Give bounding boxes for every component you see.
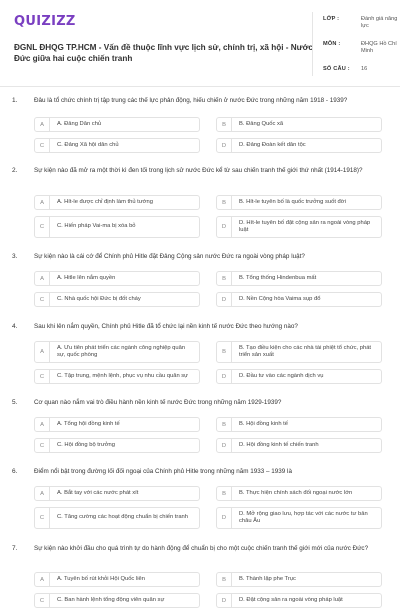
answer-option[interactable] xyxy=(34,195,200,210)
answer-option[interactable] xyxy=(34,138,200,153)
meta-count-value: 16 xyxy=(361,66,368,72)
option-letter: B xyxy=(217,573,232,586)
option-letter: B xyxy=(217,487,232,500)
option-text: B. Tổng thống Hindenbua mất xyxy=(239,274,317,281)
header-divider xyxy=(0,86,400,87)
answer-option[interactable] xyxy=(216,507,382,529)
answer-option[interactable] xyxy=(34,216,200,238)
option-letter: C xyxy=(35,217,50,237)
option-text: C. Ban hành lệnh tổng động viên quân sự xyxy=(57,596,165,603)
question-number: 6. xyxy=(12,468,18,475)
question-number: 1. xyxy=(12,97,18,104)
answer-option[interactable] xyxy=(216,138,382,153)
answer-option[interactable] xyxy=(34,292,200,307)
option-text: D. Nền Cộng hòa Vaima sụp đổ xyxy=(239,295,321,302)
answer-option[interactable] xyxy=(216,341,382,363)
meta-subject-value: ĐHQG Hồ Chí Minh xyxy=(361,41,397,54)
option-letter: D xyxy=(217,293,232,306)
meta-subject-row xyxy=(323,41,397,54)
option-letter: A xyxy=(35,342,50,362)
option-text: D. Đảng Đoàn kết dân tộc xyxy=(239,141,306,148)
option-text: A. Hitle lên nắm quyền xyxy=(57,274,116,281)
answer-option[interactable] xyxy=(216,271,382,286)
option-text: B. Hít-le tuyên bố là quốc trưởng suốt đời xyxy=(239,198,346,205)
question-number: 3. xyxy=(12,253,18,260)
question-text: Sự kiện nào đã mở ra một thời kì đen tối trong lịch sử nước Đức kể từ sau chiến tranh thế giới thứ nhất (1914-1918)? xyxy=(34,167,363,174)
option-text: C. Tập trung, mệnh lệnh, phục vụ nhu cầu quân sự xyxy=(57,372,189,379)
option-letter: B xyxy=(217,272,232,285)
answer-option[interactable] xyxy=(34,486,200,501)
question-text: Điểm nổi bật trong đường lối đối ngoại của Chính phủ Hitle trong những năm 1933 – 1939 là xyxy=(34,468,292,475)
meta-panel xyxy=(312,12,400,76)
option-letter: B xyxy=(217,418,232,431)
option-text: A. Tuyên bố rút khỏi Hội Quốc liên xyxy=(57,575,145,582)
answer-option[interactable] xyxy=(216,216,382,238)
option-letter: D xyxy=(217,370,232,383)
option-letter: D xyxy=(217,439,232,452)
option-letter: D xyxy=(217,594,232,607)
answer-option[interactable] xyxy=(34,507,200,529)
meta-class-row xyxy=(323,16,398,29)
answer-option[interactable] xyxy=(216,572,382,587)
option-letter: C xyxy=(35,293,50,306)
question-number: 5. xyxy=(12,399,18,406)
page-title: ĐGNL ĐHQG TP.HCM - Vấn đề thuộc lĩnh vực lịch sử, chính trị, xã hội - Nước Đức giữa hai cuộc chiến tranh xyxy=(14,43,313,63)
option-text: A. Bắt tay với các nước phát xít xyxy=(57,489,139,496)
answer-option[interactable] xyxy=(34,117,200,132)
option-text: D. Đặt cộng sản ra ngoài vòng pháp luật xyxy=(239,596,343,603)
meta-class-value: Đánh giá năng lực xyxy=(361,16,398,29)
question-text: Đâu là tổ chức chính trị tập trung các thế lực phản động, hiếu chiến ở nước Đức trong những năm 1918 - 1939? xyxy=(34,97,348,104)
option-text: C. Hội đồng bộ trưởng xyxy=(57,441,115,448)
answer-option[interactable] xyxy=(216,117,382,132)
option-letter: B xyxy=(217,342,232,362)
answer-option[interactable] xyxy=(216,438,382,453)
option-text: D. Mở rộng giao lưu, hợp tác với các nước tư bản châu Âu xyxy=(239,510,368,524)
answer-option[interactable] xyxy=(216,593,382,608)
option-letter: B xyxy=(217,196,232,209)
answer-option[interactable] xyxy=(34,438,200,453)
option-letter: C xyxy=(35,139,50,152)
answer-option[interactable] xyxy=(216,486,382,501)
answer-option[interactable] xyxy=(216,292,382,307)
option-text: D. Hít-le tuyên bố đặt cộng sản ra ngoài vòng pháp luật xyxy=(239,219,371,233)
answer-option[interactable] xyxy=(34,341,200,363)
option-text: B. Hội đồng kinh tế xyxy=(239,420,288,427)
answer-option[interactable] xyxy=(34,369,200,384)
meta-class-label: LỚP : xyxy=(323,16,340,22)
option-text: A. Ưu tiên phát triển các ngành công nghiệp quân sự, quốc phòng xyxy=(57,344,186,358)
option-letter: A xyxy=(35,573,50,586)
option-text: B. Tạo điều kiện cho các nhà tài phiệt tổ chức, phát triển sản xuất xyxy=(239,344,372,358)
answer-option[interactable] xyxy=(34,271,200,286)
brand-logo: QUIZIZZ xyxy=(14,14,76,29)
meta-subject-label: MÔN : xyxy=(323,41,341,47)
answer-option[interactable] xyxy=(216,417,382,432)
question-number: 7. xyxy=(12,545,18,552)
option-text: A. Hít-le được chỉ định làm thủ tướng xyxy=(57,198,153,205)
option-letter: C xyxy=(35,370,50,383)
option-letter: B xyxy=(217,118,232,131)
option-letter: A xyxy=(35,118,50,131)
option-text: D. Hội đồng kinh tế chiến tranh xyxy=(239,441,319,448)
question-text: Sự kiện nào là cái cớ để Chính phủ Hitle đặt Đảng Cộng sản nước Đức ra ngoài vòng pháp luật? xyxy=(34,253,305,260)
option-text: A. Tổng hội đồng kinh tế xyxy=(57,420,120,427)
answer-option[interactable] xyxy=(34,417,200,432)
answer-option[interactable] xyxy=(216,369,382,384)
option-text: A. Đảng Dân chủ xyxy=(57,120,102,127)
meta-count-row xyxy=(323,66,368,72)
question-text: Cơ quan nào nắm vai trò điều hành nền kinh tế nước Đức trong những năm 1929-1939? xyxy=(34,399,282,406)
option-letter: A xyxy=(35,487,50,500)
answer-option[interactable] xyxy=(34,593,200,608)
option-text: C. Đảng Xã hội dân chủ xyxy=(57,141,119,148)
answer-option[interactable] xyxy=(216,195,382,210)
option-letter: C xyxy=(35,594,50,607)
question-text: Sau khi lên nắm quyền, Chính phủ Hitle đã tổ chức lại nền kinh tế nước Đức theo hướng nào? xyxy=(34,323,298,330)
question-number: 2. xyxy=(12,167,18,174)
option-letter: A xyxy=(35,196,50,209)
option-letter: C xyxy=(35,439,50,452)
option-letter: A xyxy=(35,272,50,285)
option-text: C. Hiến pháp Vai-ma bị xóa bỏ xyxy=(57,223,136,230)
option-text: B. Thực hiện chính sách đối ngoại nước lớn xyxy=(239,489,353,496)
answer-option[interactable] xyxy=(34,572,200,587)
worksheet-header xyxy=(12,12,398,82)
option-letter: D xyxy=(217,508,232,528)
option-letter: C xyxy=(35,508,50,528)
option-text: C. Nhà quốc hội Đức bị đốt cháy xyxy=(57,295,141,302)
option-letter: A xyxy=(35,418,50,431)
option-text: B. Đảng Quốc xã xyxy=(239,120,284,127)
question-number: 4. xyxy=(12,323,18,330)
option-text: C. Tăng cường các hoạt động chuẩn bị chiến tranh xyxy=(57,514,189,521)
question-text: Sự kiện nào khởi đầu cho quá trình tự do hành động để chuẩn bị cho một cuộc chiến tranh thế giới mới của nước Đức? xyxy=(34,545,369,552)
option-text: D. Đầu tư vào các ngành dịch vụ xyxy=(239,372,324,379)
option-text: B. Thành lập phe Trục xyxy=(239,575,296,582)
option-letter: D xyxy=(217,139,232,152)
meta-count-label: SỐ CÂU : xyxy=(323,66,350,72)
option-letter: D xyxy=(217,217,232,237)
